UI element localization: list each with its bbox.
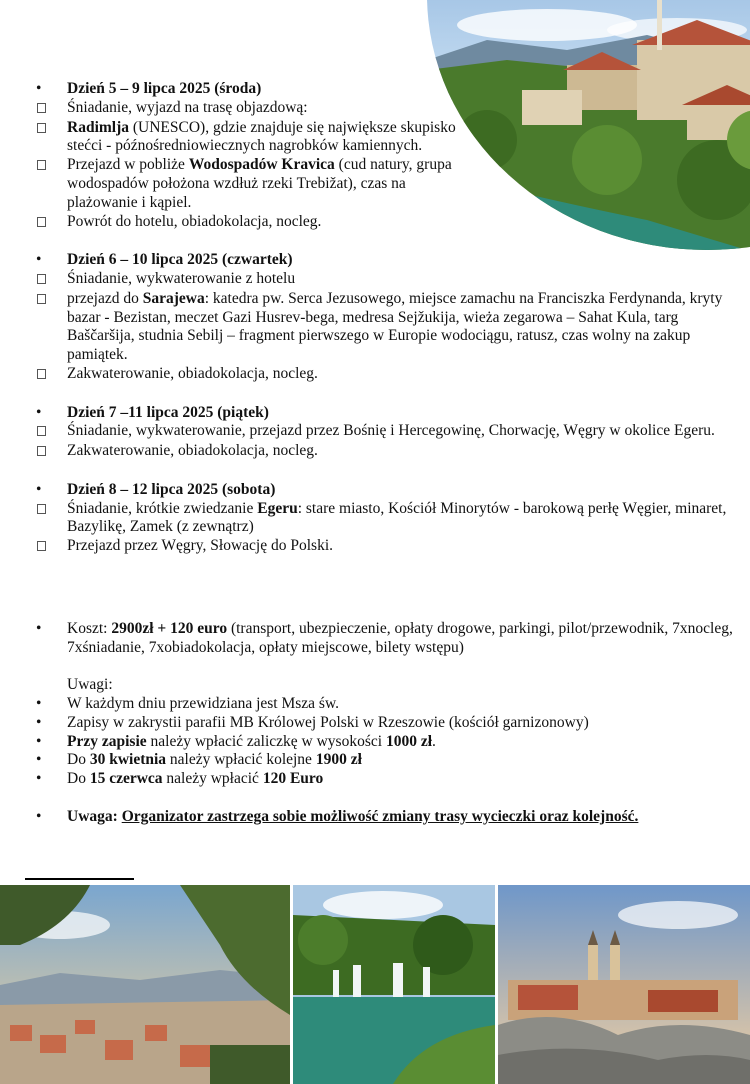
bullet-icon: •	[36, 732, 42, 750]
note-item	[36, 695, 736, 714]
item-text	[67, 365, 736, 384]
item-text	[67, 537, 736, 556]
day-heading-row	[36, 481, 736, 500]
item-text	[67, 442, 736, 461]
checkbox-square-icon	[37, 294, 46, 304]
checkbox-icon	[36, 537, 67, 557]
checkbox-icon	[36, 500, 67, 520]
text-run: przejazd do	[67, 289, 143, 307]
bold-text: 15 czerwca	[89, 770, 163, 788]
day-block	[36, 404, 736, 462]
cost-amount: 2900zł + 120 euro	[111, 619, 228, 637]
item-text	[67, 213, 457, 232]
text-run: .	[432, 732, 436, 750]
bullet-icon: •	[36, 403, 42, 421]
note-text	[67, 733, 736, 752]
photo-gallery	[0, 885, 750, 1084]
text-run: należy wpłacić kolejne	[166, 751, 316, 769]
checkbox-square-icon	[37, 426, 46, 436]
section-spacer	[36, 576, 736, 620]
warning-label: Uwaga:	[67, 807, 118, 825]
text-run: Zakwaterowanie, obiadokolacja, nocleg.	[67, 442, 318, 460]
day-heading-row	[36, 251, 736, 270]
itinerary-item	[36, 537, 736, 557]
bullet-icon: •	[36, 713, 42, 731]
itinerary-item	[36, 442, 736, 462]
checkbox-icon	[36, 365, 67, 385]
warning-message: Organizator zastrzega sobie możliwość zmiany trasy wycieczki oraz kolejność.	[121, 807, 639, 825]
text-run: : katedra pw. Serca Jezusowego, miejsce zamachu na Franciszka Ferdynanda, kryty bazar - Bezistan, meczet Gazi Husrev-bega, medresa Sejžukija, wieża zegarowa – Sahat Kula, targ Baščaršija, studnia Sebilj – fragment pierwszego w Europie wodociągu, ratusz, czas wolny na zakup pamiątek.	[67, 289, 723, 364]
note-item	[36, 714, 736, 733]
itinerary	[36, 80, 736, 826]
checkbox-square-icon	[37, 217, 46, 227]
checkbox-icon	[36, 156, 67, 176]
cost-text	[67, 620, 736, 658]
itinerary-item	[36, 213, 736, 233]
text-run: (cud natury, grupa wodospadów położona wzdłuż rzeki Trebižat), czas na plażowanie i kąpiel.	[67, 156, 452, 211]
checkbox-icon	[36, 99, 67, 119]
checkbox-square-icon	[37, 504, 46, 514]
checkbox-square-icon	[37, 446, 46, 456]
itinerary-item	[36, 270, 736, 290]
day-block	[36, 80, 736, 232]
note-item	[36, 751, 736, 770]
bullet-icon: •	[36, 80, 42, 97]
item-text	[67, 119, 457, 157]
day-heading: Dzień 6 – 10 lipca 2025 (czwartek)	[67, 251, 293, 269]
bold-text: 1900 zł	[315, 751, 362, 769]
notes-title: Uwagi:	[67, 676, 113, 694]
note-text	[67, 714, 736, 733]
itinerary-item	[36, 119, 736, 157]
item-text	[67, 500, 736, 538]
bullet-icon: •	[36, 694, 42, 712]
divider-line	[25, 878, 134, 880]
text-run: należy wpłacić zaliczkę w wysokości	[146, 732, 386, 750]
bold-text: Radimlja	[67, 118, 129, 136]
checkbox-icon	[36, 119, 67, 139]
itinerary-item	[36, 365, 736, 385]
bullet-icon: •	[36, 770, 42, 788]
bullet-icon: •	[36, 480, 42, 498]
checkbox-icon	[36, 442, 67, 462]
note-item	[36, 733, 736, 752]
bold-text: Przy zapisie	[67, 732, 147, 750]
bold-text: Sarajewa	[142, 289, 205, 307]
bold-text: 120 Euro	[262, 770, 324, 788]
note-text	[67, 751, 736, 770]
warning-row	[36, 808, 736, 827]
day-block	[36, 251, 736, 385]
bold-text: 30 kwietnia	[89, 751, 167, 769]
itinerary-item	[36, 500, 736, 538]
itinerary-item	[36, 156, 736, 212]
checkbox-square-icon	[37, 541, 46, 551]
text-run: : stare miasto, Kościół Minorytów - barokową perłę Węgier, minaret, Bazylikę, Zamek (z zewnątrz)	[67, 499, 727, 536]
text-run: Przejazd w pobliże	[67, 156, 189, 174]
cost-details: (transport, ubezpieczenie, opłaty drogowe, parkingi, pilot/przewodnik, 7xnocleg, 7xśniadanie, 7xobiadokolacja, opłaty miejscowe, bilety wstępu)	[67, 619, 733, 656]
text-run: Powrót do hotelu, obiadokolacja, nocleg.	[67, 212, 322, 230]
day-heading: Dzień 5 – 9 lipca 2025 (środa)	[67, 80, 262, 97]
note-item	[36, 770, 736, 789]
text-run: Zakwaterowanie, obiadokolacja, nocleg.	[67, 364, 318, 382]
checkbox-square-icon	[37, 274, 46, 284]
text-run: Do	[67, 770, 90, 788]
day-heading-row	[36, 404, 736, 423]
item-text	[67, 99, 457, 118]
note-text	[67, 770, 736, 789]
cost-label: Koszt:	[67, 619, 112, 637]
text-run: (UNESCO), gdzie znajduje się największe skupisko stećci - późnośredniowiecznych nagrobków kamiennych.	[67, 118, 456, 155]
text-run: Śniadanie, wykwaterowanie, przejazd przez Bośnię i Hercegowinę, Chorwację, Węgry w okolice Egeru.	[67, 422, 715, 440]
text-run: Śniadanie, wykwaterowanie z hotelu	[67, 269, 296, 287]
checkbox-icon	[36, 422, 67, 442]
bold-text: Wodospadów Kravica	[188, 156, 335, 174]
bullet-icon: •	[36, 619, 42, 637]
notes-title-row	[36, 676, 736, 695]
bullet-icon: •	[36, 251, 42, 269]
itinerary-item	[36, 290, 736, 365]
checkbox-square-icon	[37, 123, 46, 133]
checkbox-icon	[36, 213, 67, 233]
item-text	[67, 156, 457, 212]
day-heading-row	[36, 80, 736, 99]
checkbox-square-icon	[37, 369, 46, 379]
text-run: Do	[67, 751, 90, 769]
note-text	[67, 695, 736, 714]
checkbox-icon	[36, 290, 67, 310]
checkbox-square-icon	[37, 160, 46, 170]
item-text	[67, 422, 736, 441]
itinerary-item	[36, 422, 736, 442]
text-run: W każdym dniu przewidziana jest Msza św.	[67, 694, 340, 712]
cost-row	[36, 620, 736, 658]
bullet-icon: •	[36, 807, 42, 825]
bullet-icon: •	[36, 751, 42, 769]
eger-photo	[498, 885, 750, 1084]
item-text	[67, 270, 736, 289]
warning-text	[67, 808, 736, 827]
sarajevo-photo	[0, 885, 290, 1084]
checkbox-icon	[36, 270, 67, 290]
itinerary-item	[36, 99, 736, 119]
bold-text: 1000 zł	[385, 732, 432, 750]
day-block	[36, 481, 736, 557]
bold-text: Egeru	[257, 499, 298, 517]
text-run: należy wpłacić	[162, 770, 263, 788]
text-run: Śniadanie, wyjazd na trasę objazdową:	[67, 98, 308, 116]
text-run: Zapisy w zakrystii parafii MB Królowej Polski w Rzeszowie (kościół garnizonowy)	[67, 713, 589, 731]
item-text	[67, 290, 736, 365]
kravica-waterfall-photo	[293, 885, 495, 1084]
text-run: Śniadanie, krótkie zwiedzanie	[67, 499, 258, 517]
day-heading: Dzień 7 –11 lipca 2025 (piątek)	[67, 403, 269, 421]
checkbox-square-icon	[37, 103, 46, 113]
text-run: Przejazd przez Węgry, Słowację do Polski.	[67, 537, 333, 555]
day-heading: Dzień 8 – 12 lipca 2025 (sobota)	[67, 480, 276, 498]
